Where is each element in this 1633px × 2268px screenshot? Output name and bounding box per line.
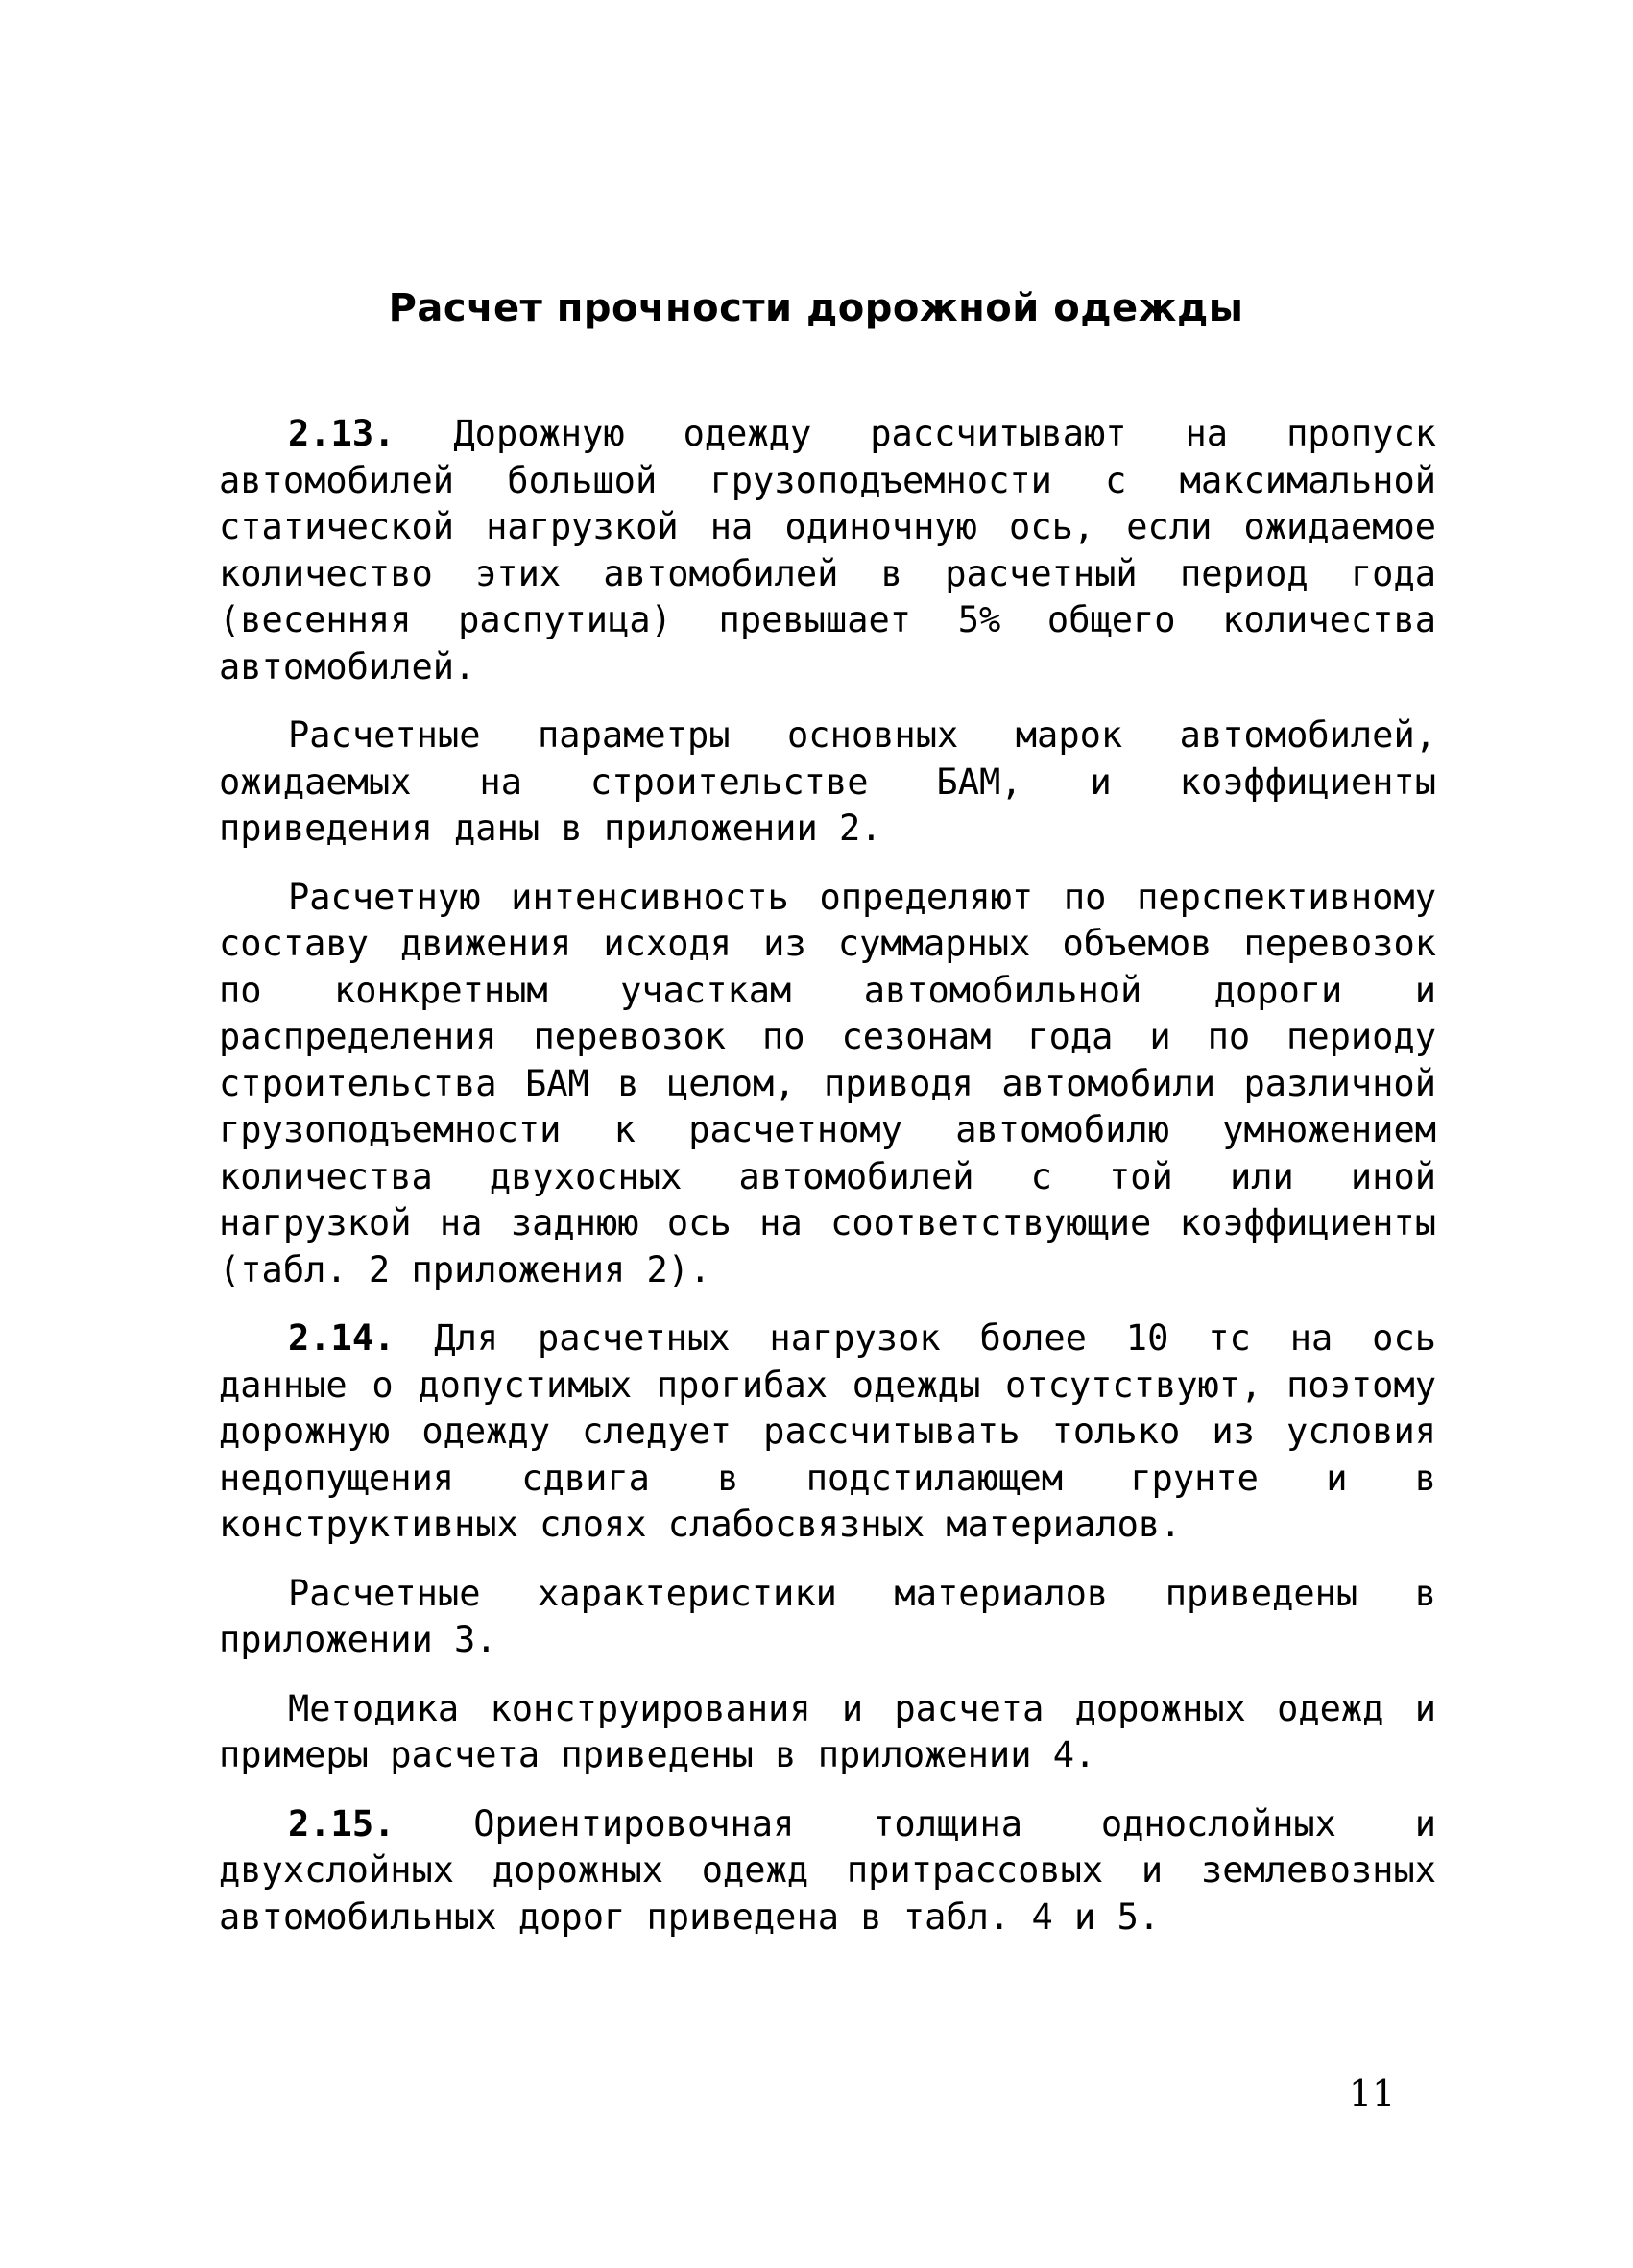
paragraph-2-15: [219, 1801, 1436, 1942]
paragraph-text: Дорожную одежду рассчитывают на пропуск автомобилей большой грузоподъемности с максимальной статической нагрузкой на одиночную ось, если ожидаемое количество этих автомобилей в расчетный период года (весенняя распутица) превышает 5% общего количества автомобилей.: [219, 413, 1436, 688]
paragraph: [219, 712, 1436, 853]
paragraph-text: Расчетные параметры основных марок автомобилей, ожидаемых на строительстве БАМ, и коэффициенты приведения даны в приложении 2.: [219, 714, 1436, 849]
section-heading: Расчет прочности дорожной одежды: [388, 286, 1244, 330]
paragraph-text: Методика конструирования и расчета дорожных одежд и примеры расчета приведены в приложении 4.: [219, 1687, 1436, 1775]
paragraph-text: Ориентировочная толщина однослойных и двухслойных дорожных одежд притрассовых и землевозных автомобильных дорог приведена в табл. 4 и 5.: [219, 1802, 1436, 1938]
paragraph-2-13: [219, 411, 1436, 690]
paragraph-text: Для расчетных нагрузок более 10 тс на ось данные о допустимых прогибах одежды отсутствуют, поэтому дорожную одежду следует рассчитывать только из условия недопущения сдвига в подстилающем грунте и в конструктивных слоях слабосвязных материалов.: [219, 1317, 1436, 1545]
clause-number: 2.13.: [288, 413, 396, 454]
body-text: [219, 411, 1436, 1941]
paragraph: [219, 1686, 1436, 1779]
clause-number: 2.14.: [288, 1317, 396, 1359]
clause-number: 2.15.: [288, 1802, 396, 1845]
page-number: 11: [1349, 2072, 1396, 2114]
paragraph: [219, 875, 1436, 1294]
paragraph-2-14: [219, 1315, 1436, 1549]
paragraph-text: Расчетную интенсивность определяют по перспективному составу движения исходя из суммарных объемов перевозок по конкретным участкам автомобильной дороги и распределения перевозок по сезонам года и по периоду строительства БАМ в целом, приводя автомобили различной грузоподъемности к расчетному автомобилю умножением количества двухосных автомобилей с той или иной нагрузкой на заднюю ось на соответствующие коэффициенты (табл. 2 приложения 2).: [219, 876, 1436, 1291]
paragraph: [219, 1571, 1436, 1664]
paragraph-text: Расчетные характеристики материалов приведены в приложении 3.: [219, 1572, 1436, 1660]
